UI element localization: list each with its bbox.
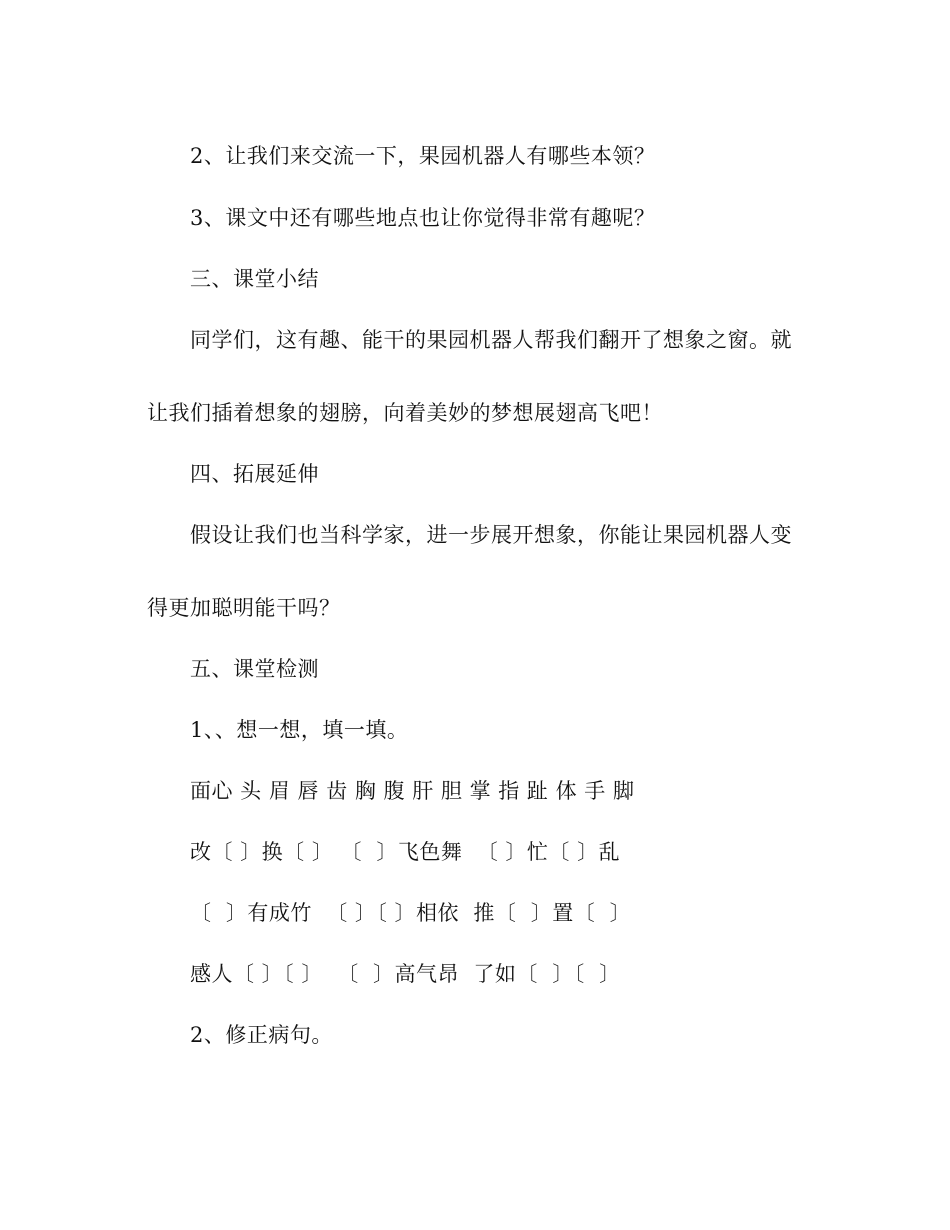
exercise-1-title: 1、、想一想，填一填。 bbox=[190, 718, 409, 742]
section-heading-assessment: 五、课堂检测 bbox=[190, 657, 319, 681]
exercise-1-row-1: 改〔 〕换〔 〕 〔 〕飞色舞 〔 〕忙〔 〕乱 bbox=[190, 840, 621, 864]
exercise-1-word-bank: 面心 头 眉 唇 齿 胸 腹 肝 胆 掌 指 趾 体 手 脚 bbox=[190, 779, 635, 803]
section-heading-extension: 四、拓展延伸 bbox=[190, 462, 319, 486]
exercise-1-row-2: 〔 〕有成竹 〔 〕〔 〕相依 推〔 〕置〔 〕 bbox=[190, 901, 632, 925]
question-3-text: 3、课文中还有哪些地点也让你觉得非常有趣呢？ bbox=[190, 206, 656, 230]
question-2-text: 2、让我们来交流一下，果园机器人有哪些本领？ bbox=[190, 144, 656, 168]
summary-paragraph-line-1: 同学们，这有趣、能干的果园机器人帮我们翻开了想象之窗。就 bbox=[190, 328, 792, 352]
section-heading-summary: 三、课堂小结 bbox=[190, 267, 319, 291]
extension-paragraph-line-1: 假设让我们也当科学家，进一步展开想象，你能让果园机器人变 bbox=[190, 523, 792, 547]
exercise-2-title: 2、修正病句。 bbox=[190, 1023, 333, 1047]
exercise-1-row-3: 感人〔 〕〔 〕 〔 〕高气昂 了如〔 〕〔 〕 bbox=[190, 962, 621, 986]
summary-paragraph-line-2: 让我们插着想象的翅膀，向着美妙的梦想展翅高飞吧！ bbox=[147, 401, 663, 425]
extension-paragraph-line-2: 得更加聪明能干吗？ bbox=[147, 596, 341, 620]
